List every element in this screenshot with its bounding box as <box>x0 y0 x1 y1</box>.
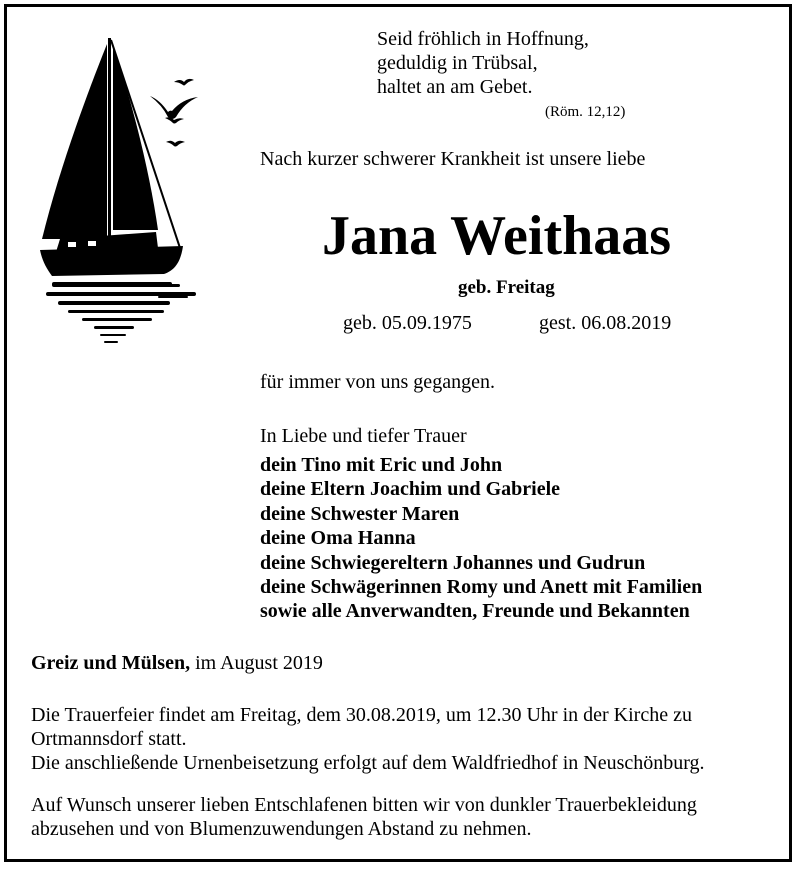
seagull-icon <box>150 96 198 119</box>
mourners-list <box>260 453 702 624</box>
passed-away-text: für immer von uns gegangen. <box>260 371 495 393</box>
bible-verse <box>377 27 589 99</box>
mourner-line: deine Schwägerinnen Romy und Anett mit Familien <box>260 575 703 598</box>
mourner-line: dein Tino mit Eric und John <box>260 454 503 476</box>
verse-line: geduldig in Trübsal, <box>377 52 538 74</box>
verse-line: Seid fröhlich in Hoffnung, <box>377 28 589 50</box>
mourner-line: deine Schwiegereltern Johannes und Gudrun <box>260 551 646 574</box>
mourner-line: deine Oma Hanna <box>260 527 416 550</box>
funeral-info <box>31 703 705 775</box>
wish-line: abzusehen und von Blumenzuwendungen Abstand zu nehmen. <box>31 818 532 840</box>
place-date-line <box>31 651 323 675</box>
funeral-line: Die anschließende Urnenbeisetzung erfolgt auf dem Waldfriedhof in Neuschönburg. <box>31 752 705 774</box>
verse-reference: (Röm. 12,12) <box>545 104 626 120</box>
deceased-name: Jana Weithaas <box>322 205 672 267</box>
death-date: gest. 06.08.2019 <box>539 312 672 334</box>
verse-line: haltet an am Gebet. <box>377 76 533 98</box>
funeral-line: Ortmannsdorf statt. <box>31 728 187 750</box>
maiden-name: geb. Freitag <box>458 277 555 298</box>
sailboat-icon <box>38 34 203 364</box>
wish-line: Auf Wunsch unserer lieben Entschlafenen bitten wir von dunkler Trauerbekleidung <box>31 794 697 816</box>
mourner-line: deine Eltern Joachim und Gabriele <box>260 478 560 501</box>
intro-text: Nach kurzer schwerer Krankheit ist unsere liebe <box>260 148 646 170</box>
mourner-line: sowie alle Anverwandten, Freunde und Bekannten <box>260 600 690 623</box>
seagull-icon <box>174 79 194 86</box>
seagull-icon <box>166 141 185 147</box>
mourner-line: deine Schwester Maren <box>260 502 460 525</box>
place-date: im August 2019 <box>190 652 323 674</box>
place-names: Greiz und Mülsen, <box>31 652 191 674</box>
mourning-line: In Liebe und tiefer Trauer <box>260 425 467 447</box>
funeral-line: Die Trauerfeier findet am Freitag, dem 30.08.2019, um 12.30 Uhr in der Kirche zu <box>31 704 692 726</box>
wish-info <box>31 793 697 841</box>
birth-date: geb. 05.09.1975 <box>343 312 472 334</box>
seagull-icon <box>165 117 184 123</box>
